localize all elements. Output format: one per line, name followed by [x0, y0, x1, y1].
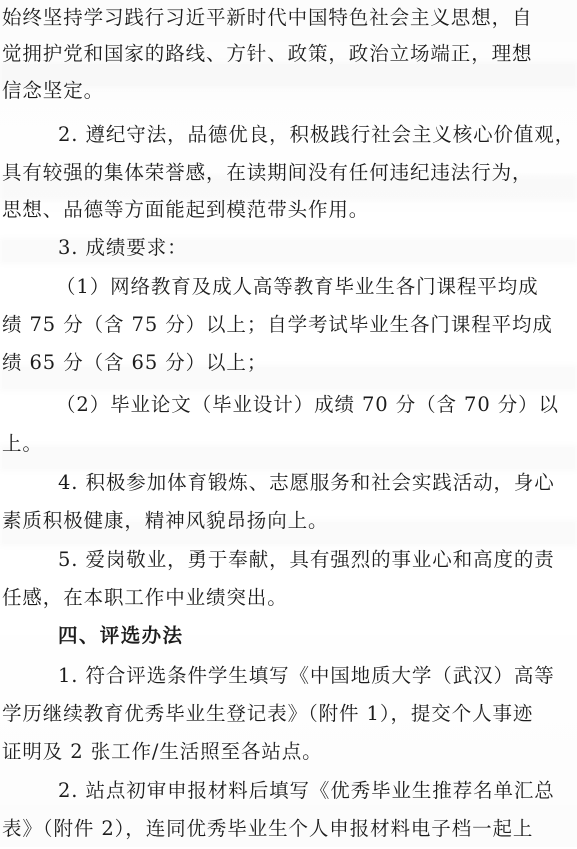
body-text-line: 证明及 2 张工作/生活照至各站点。 [2, 740, 323, 763]
list-item-5: 5. 爱岗敬业，勇于奉献，具有强烈的事业心和高度的责 [58, 548, 555, 571]
sub-item-1: （1）网络教育及成人高等教育毕业生各门课程平均成 [56, 275, 539, 298]
body-text-line: 上。 [2, 432, 43, 455]
list-item-2: 2. 遵纪守法，品德优良，积极践行社会主义核心价值观， [58, 123, 576, 146]
body-text-line: 信念坚定。 [2, 79, 105, 102]
section-heading: 四、评选办法 [58, 624, 184, 647]
body-text-line: 觉拥护党和国家的路线、方针、政策，政治立场端正，理想 [2, 42, 533, 65]
sub-item-2: （2）毕业论文（毕业设计）成绩 70 分（含 70 分）以 [56, 393, 559, 416]
body-text-line: 表》（附件 2），连同优秀毕业生个人申报材料电子档一起上 [2, 817, 534, 840]
body-text-line: 思想、品德等方面能起到模范带头作用。 [2, 198, 370, 221]
list-item-1: 1. 符合评选条件学生填写《中国地质大学（武汉）高等 [58, 664, 555, 687]
body-text-line: 绩 65 分（含 65 分）以上； [2, 351, 268, 374]
list-item-3: 3. 成绩要求： [58, 236, 188, 259]
body-text-line: 始终坚持学习践行习近平新时代中国特色社会主义思想，自 [2, 6, 533, 29]
list-item-4: 4. 积极参加体育锻炼、志愿服务和社会实践活动，身心 [58, 471, 555, 494]
body-text-line: 素质积极健康，精神风貌昂扬向上。 [2, 509, 329, 532]
body-text-line: 任感，在本职工作中业绩突出。 [2, 586, 288, 609]
body-text-line: 具有较强的集体荣誉感，在读期间没有任何违纪违法行为， [2, 161, 533, 184]
list-item-2: 2. 站点初审申报材料后填写《优秀毕业生推荐名单汇总 [58, 779, 555, 802]
body-text-line: 学历继续教育优秀毕业生登记表》（附件 1），提交个人事迹 [2, 702, 534, 725]
body-text-line: 绩 75 分（含 75 分）以上；自学考试毕业生各门课程平均成 [2, 313, 553, 336]
